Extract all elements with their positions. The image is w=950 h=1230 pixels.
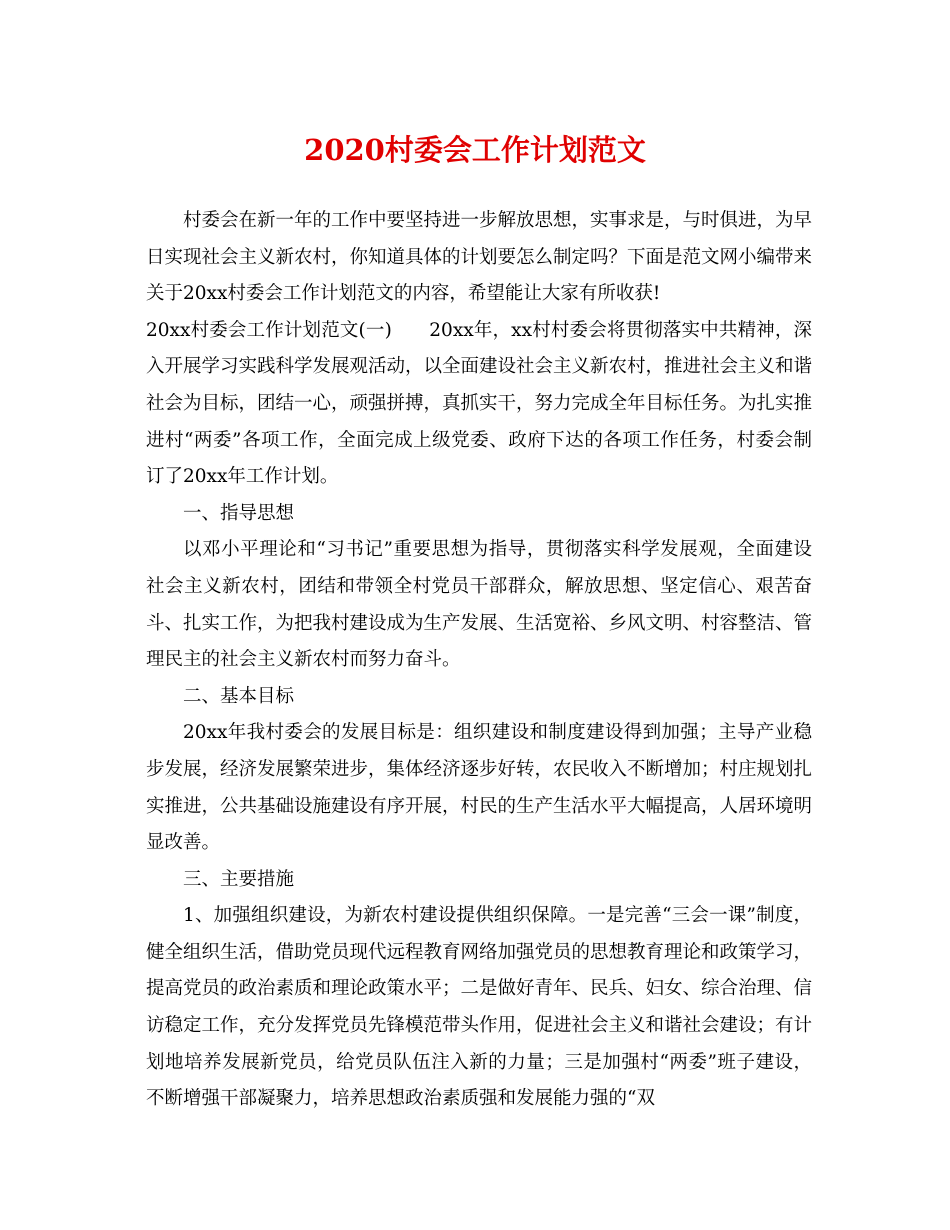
document-body — [146, 203, 812, 1118]
basic-goals-paragraph: 20xx年我村委会的发展目标是：组织建设和制度建设得到加强；主导产业稳步发展，经济发展繁荣进步，集体经济逐步好转，农民收入不断增加；村庄规划扎实推进，公共基础设施建设有序开展，村民的生产生活水平大幅提高，人居环境明显改善。 — [146, 722, 813, 854]
section-heading-basic-goals: 二、基本目标 — [183, 685, 295, 707]
section-heading-guiding-ideology: 一、指导思想 — [183, 502, 295, 524]
plan-overview-paragraph: 20xx村委会工作计划范文(一) 20xx年，xx村村委会将贯彻落实中共精神，深入开展学习实践科学发展观活动，以全面建设社会主义新农村，推进社会主义和谐社会为目标，团结一心，顽强拼搏，真抓实干，努力完成全年目标任务。为扎实推进村“两委”各项工作，全面完成上级党委、政府下达的各项工作任务，村委会制订了20xx年工作计划。 — [146, 319, 813, 488]
guiding-ideology-paragraph: 以邓小平理论和“习书记”重要思想为指导，贯彻落实科学发展观，全面建设社会主义新农村，团结和带领全村党员干部群众，解放思想、坚定信心、艰苦奋斗、扎实工作，为把我村建设成为生产发展、生活宽裕、乡风文明、村容整洁、管理民主的社会主义新农村而努力奋斗。 — [146, 539, 813, 671]
section-heading-main-measures: 三、主要措施 — [183, 868, 295, 890]
intro-paragraph: 村委会在新一年的工作中要坚持进一步解放思想，实事求是，与时俱进，为早日实现社会主义新农村，你知道具体的计划要怎么制定吗？下面是范文网小编带来关于20xx村委会工作计划范文的内容，希望能让大家有所收获! — [146, 210, 813, 305]
main-measures-paragraph: 1、加强组织建设，为新农村建设提供组织保障。一是完善“三会一课”制度，健全组织生活，借助党员现代远程教育网络加强党员的思想教育理论和政策学习，提高党员的政治素质和理论政策水平；二是做好青年、民兵、妇女、综合治理、信访稳定工作，充分发挥党员先锋模范带头作用，促进社会主义和谐社会建设；有计划地培养发展新党员，给党员队伍注入新的力量；三是加强村“两委”班子建设，不断增强干部凝聚力，培养思想政治素质强和发展能力强的“双 — [146, 905, 813, 1110]
document-title: 2020村委会工作计划范文 — [304, 133, 646, 167]
